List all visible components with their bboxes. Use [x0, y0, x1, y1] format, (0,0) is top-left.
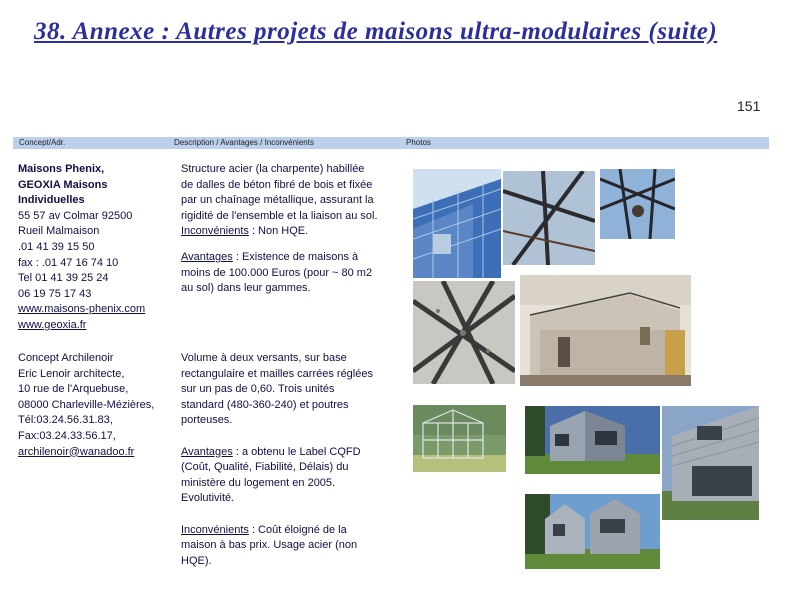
description-line: rectangulaire et mailles carrées réglées	[181, 367, 373, 380]
contact-line: Eric Lenoir architecte,	[18, 367, 125, 380]
description-line: rigidité de l'ensemble et la liaison au sol.	[181, 209, 378, 222]
roof-worker-photo	[600, 169, 675, 239]
row1-contact	[18, 162, 145, 334]
description-line: standard (480-360-240) et poutres	[181, 398, 349, 411]
metal-house-photo	[662, 406, 759, 520]
geoxia-website-link[interactable]: www.geoxia.fr	[18, 318, 87, 331]
avantages-text: (Coût, Qualité, Fiabilité, Délais) du	[181, 461, 349, 474]
address-line: Tel 01 41 39 25 24	[18, 272, 109, 285]
description-line: de dalles de béton fibré de bois et fixée	[181, 178, 373, 191]
page-number: 151	[737, 98, 761, 114]
phenix-website-link[interactable]: www.maisons-phenix.com	[18, 303, 146, 316]
row2-contact	[18, 351, 154, 460]
page-title: 38. Annexe : Autres projets de maisons ultra-modulaires (suite)	[34, 18, 718, 45]
column-header-description: Description / Avantages / Inconvénients	[174, 138, 314, 147]
description-line: par un chaînage métallique, assurant la	[181, 194, 374, 207]
inconvenients-label: Inconvénients	[181, 225, 249, 238]
company-name-line: Maisons Phenix,	[18, 163, 105, 175]
address-line: 06 19 75 17 43	[18, 287, 92, 300]
contact-line: Concept Archilenoir	[18, 352, 114, 364]
column-header-photos: Photos	[406, 138, 431, 147]
archilenoir-email-link[interactable]: archilenoir@wanadoo.fr	[18, 445, 135, 458]
inconvenients-text: : Coût éloigné de la	[248, 523, 347, 536]
description-line: sur un pas de 0,60. Trois unités	[181, 383, 335, 396]
contact-line: 10 rue de l'Arquebuse,	[18, 383, 129, 396]
row2-description	[181, 351, 373, 569]
avantages-label: Avantages	[181, 250, 233, 263]
inconvenients-text: maison à bas prix. Usage acier (non	[181, 539, 358, 552]
avantages-text: : Existence de maisons à	[235, 250, 359, 263]
contact-line: Tél:03.24.56.31.83,	[18, 414, 113, 427]
inconvenients-text: : Non HQE.	[248, 225, 309, 238]
wall-texture-photo	[413, 281, 515, 384]
inconvenients-text: HQE).	[181, 554, 212, 567]
avantages-text: Evolutivité.	[181, 492, 235, 505]
table-header	[13, 137, 769, 149]
contact-line: Fax:03.24.33.56.17,	[18, 429, 116, 442]
company-name-line: Individuelles	[18, 194, 85, 207]
column-header-concept: Concept/Adr.	[19, 138, 66, 147]
contact-line: 08000 Charleville-Mézières,	[18, 398, 155, 411]
row1-description	[181, 162, 378, 297]
steel-frame-photo	[503, 171, 595, 265]
description-line: porteuses.	[181, 414, 233, 427]
twin-houses-photo	[525, 494, 660, 569]
avantages-text: au sol) dans leur gammes.	[181, 282, 311, 295]
address-line: Rueil Malmaison	[18, 225, 100, 238]
description-line: Volume à deux versants, sur base	[181, 352, 347, 364]
avantages-text: moins de 100.000 Euros (pour ~ 80 m2	[181, 266, 373, 279]
company-name-line: GEOXIA Maisons	[18, 178, 108, 191]
address-line: fax : .01 47 16 74 10	[18, 256, 119, 269]
address-line: 55 57 av Colmar 92500	[18, 209, 133, 222]
frame-on-site-photo	[413, 405, 506, 472]
description-line: Structure acier (la charpente) habillée	[181, 163, 365, 175]
house-construction-photo	[520, 275, 691, 386]
avantages-text: ministère du logement en 2005.	[181, 476, 336, 489]
inconvenients-label: Inconvénients	[181, 523, 249, 536]
gray-house-photo	[525, 406, 660, 474]
avantages-text: : a obtenu le Label CQFD	[232, 445, 361, 458]
address-line: .01 41 39 15 50	[18, 240, 95, 253]
avantages-label: Avantages	[181, 445, 233, 458]
steel-facade-photo	[413, 169, 501, 278]
